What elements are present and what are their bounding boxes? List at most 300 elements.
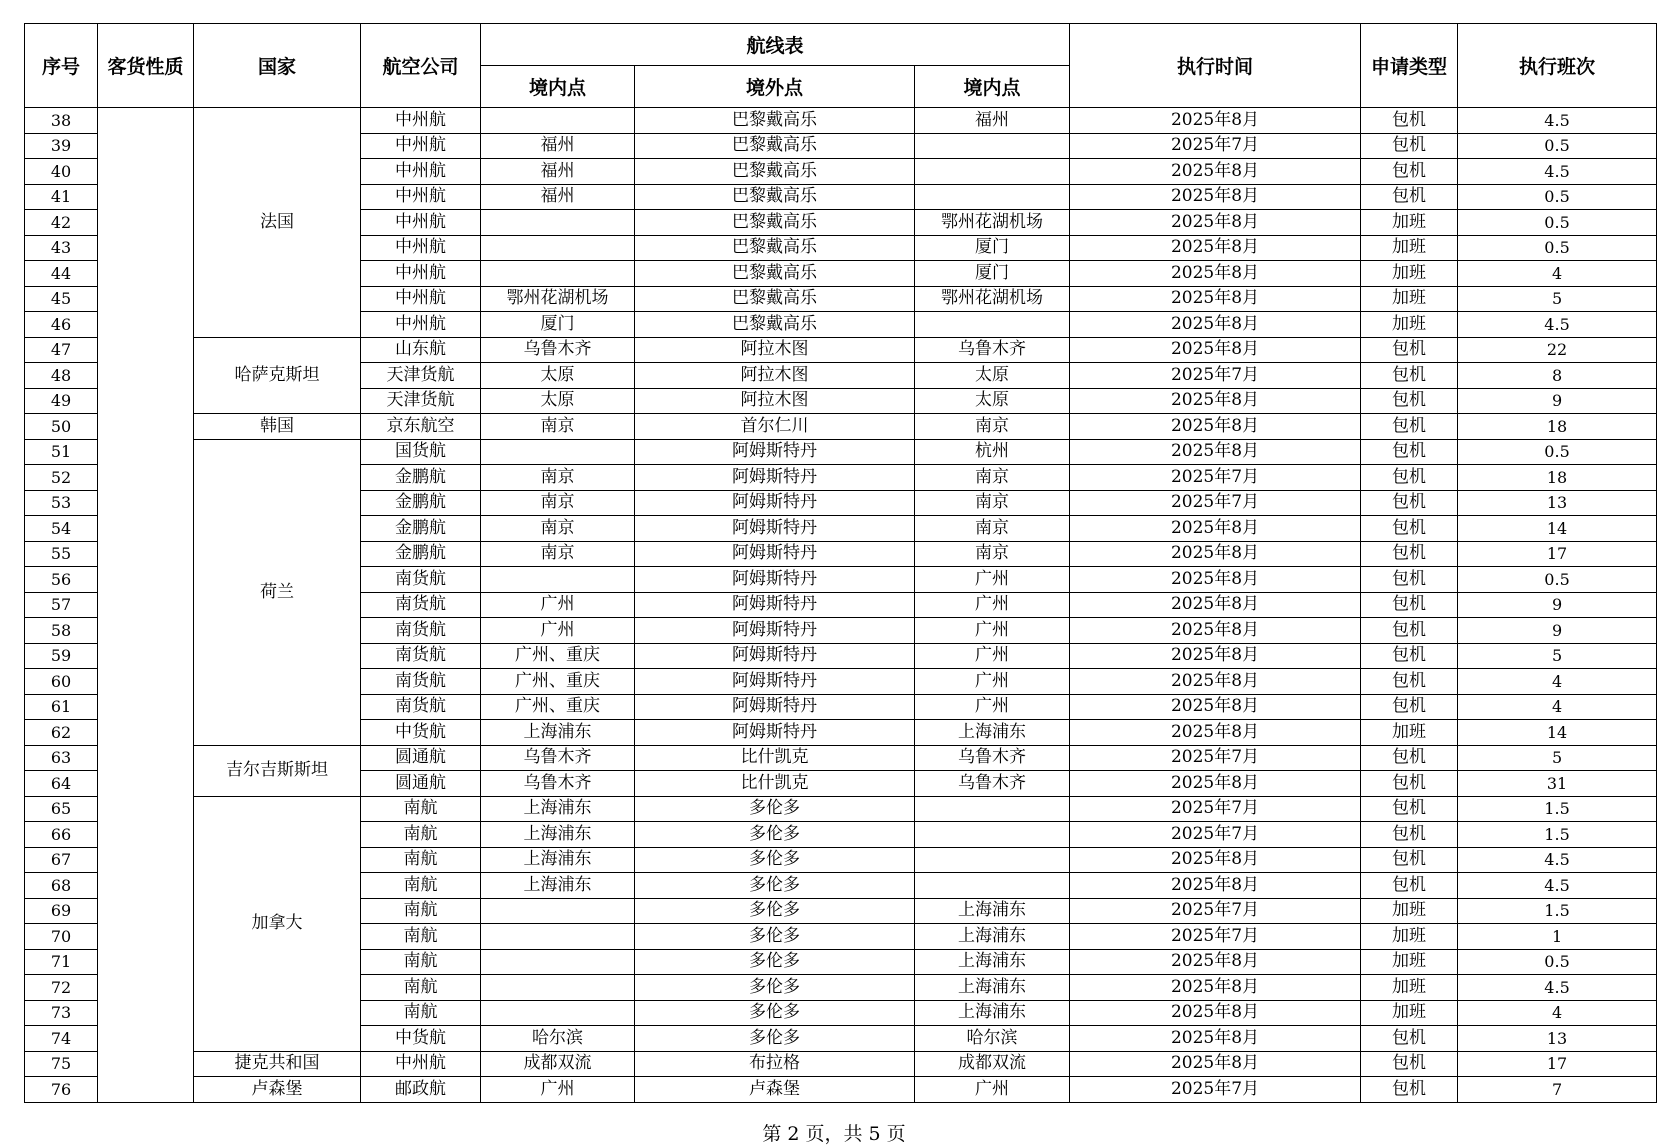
cell-domestic-dest: 南京 [915,541,1070,567]
cell-flights: 1 [1458,924,1657,950]
cell-exec-time: 2025年8月 [1070,516,1361,542]
cell-domestic-dest: 鄂州花湖机场 [915,210,1070,236]
cell-airline: 中州航 [361,1051,481,1077]
cell-flights: 4 [1458,261,1657,287]
table-row [25,439,1657,465]
cell-domestic-dest [915,796,1070,822]
cell-domestic-origin: 南京 [481,465,635,491]
cell-exec-time: 2025年8月 [1070,388,1361,414]
cell-exec-time: 2025年8月 [1070,669,1361,695]
cell-seq: 47 [25,337,98,363]
cell-seq: 44 [25,261,98,287]
cell-foreign-point: 比什凯克 [635,745,915,771]
cell-foreign-point: 巴黎戴高乐 [635,184,915,210]
cell-seq: 56 [25,567,98,593]
cell-flights: 5 [1458,286,1657,312]
cell-domestic-dest: 广州 [915,694,1070,720]
cell-seq: 41 [25,184,98,210]
cell-domestic-origin: 广州 [481,618,635,644]
cell-exec-time: 2025年8月 [1070,439,1361,465]
page-number: 第 2 页，共 5 页 [762,1123,906,1145]
cell-exec-time: 2025年8月 [1070,210,1361,236]
cell-airline: 天津货航 [361,388,481,414]
header-app-type: 申请类型 [1361,24,1458,108]
cell-seq: 75 [25,1051,98,1077]
cell-app-type: 包机 [1361,541,1458,567]
cell-foreign-point: 多伦多 [635,898,915,924]
header-route-group: 航线表 [481,24,1070,66]
cell-airline: 金鹏航 [361,465,481,491]
table-row [25,1051,1657,1077]
cell-domestic-dest: 乌鲁木齐 [915,771,1070,797]
header-airline: 航空公司 [361,24,481,108]
cell-domestic-origin: 太原 [481,363,635,389]
cell-domestic-origin: 上海浦东 [481,822,635,848]
cell-domestic-origin: 上海浦东 [481,847,635,873]
cell-airline: 中州航 [361,184,481,210]
cell-flights: 9 [1458,618,1657,644]
cell-flights: 22 [1458,337,1657,363]
cell-foreign-point: 多伦多 [635,1000,915,1026]
cell-app-type: 加班 [1361,312,1458,338]
cell-app-type: 包机 [1361,516,1458,542]
cell-flights: 0.5 [1458,184,1657,210]
cell-airline: 中州航 [361,261,481,287]
cell-airline: 国货航 [361,439,481,465]
cell-app-type: 包机 [1361,873,1458,899]
cell-seq: 38 [25,108,98,134]
cell-airline: 南航 [361,1000,481,1026]
cell-airline: 天津货航 [361,363,481,389]
cell-domestic-origin: 南京 [481,516,635,542]
cell-app-type: 包机 [1361,337,1458,363]
cell-domestic-origin: 乌鲁木齐 [481,771,635,797]
cell-seq: 62 [25,720,98,746]
cell-seq: 59 [25,643,98,669]
cell-foreign-point: 多伦多 [635,796,915,822]
cell-flights: 14 [1458,720,1657,746]
cell-foreign-point: 阿姆斯特丹 [635,592,915,618]
cell-app-type: 包机 [1361,439,1458,465]
cell-app-type: 加班 [1361,1000,1458,1026]
cell-airline: 南航 [361,796,481,822]
cell-flights: 1.5 [1458,796,1657,822]
cell-app-type: 加班 [1361,975,1458,1001]
cell-exec-time: 2025年8月 [1070,694,1361,720]
cell-domestic-dest: 广州 [915,643,1070,669]
cell-app-type: 包机 [1361,1051,1458,1077]
cell-seq: 72 [25,975,98,1001]
cell-flights: 9 [1458,388,1657,414]
cell-foreign-point: 巴黎戴高乐 [635,108,915,134]
cell-seq: 42 [25,210,98,236]
cell-foreign-point: 多伦多 [635,924,915,950]
cell-exec-time: 2025年8月 [1070,312,1361,338]
cell-flights: 13 [1458,490,1657,516]
cell-domestic-dest: 成都双流 [915,1051,1070,1077]
cell-flights: 4.5 [1458,847,1657,873]
cell-app-type: 包机 [1361,796,1458,822]
cell-flights: 1.5 [1458,822,1657,848]
cell-domestic-dest: 杭州 [915,439,1070,465]
cell-domestic-dest: 上海浦东 [915,975,1070,1001]
cell-flights: 5 [1458,643,1657,669]
cell-airline: 中货航 [361,720,481,746]
cell-flights: 0.5 [1458,235,1657,261]
cell-flights: 0.5 [1458,210,1657,236]
cell-airline: 南货航 [361,694,481,720]
cell-domestic-origin: 乌鲁木齐 [481,337,635,363]
cell-app-type: 包机 [1361,490,1458,516]
cell-flights: 17 [1458,541,1657,567]
cell-airline: 中州航 [361,159,481,185]
table-row [25,337,1657,363]
route-table [24,23,1657,1103]
cell-app-type: 加班 [1361,924,1458,950]
cell-foreign-point: 阿姆斯特丹 [635,694,915,720]
cell-seq: 74 [25,1026,98,1052]
cell-app-type: 包机 [1361,745,1458,771]
cell-seq: 60 [25,669,98,695]
cell-domestic-origin [481,1000,635,1026]
cell-app-type: 包机 [1361,771,1458,797]
cell-seq: 58 [25,618,98,644]
cell-app-type: 包机 [1361,669,1458,695]
cell-seq: 76 [25,1077,98,1103]
table-row [25,796,1657,822]
cell-exec-time: 2025年7月 [1070,898,1361,924]
cell-domestic-origin: 广州 [481,592,635,618]
cell-exec-time: 2025年8月 [1070,1051,1361,1077]
cell-domestic-dest: 上海浦东 [915,949,1070,975]
cell-foreign-point: 多伦多 [635,873,915,899]
cell-domestic-dest: 广州 [915,592,1070,618]
cell-seq: 63 [25,745,98,771]
header-seq: 序号 [25,24,98,108]
cell-airline: 中货航 [361,1026,481,1052]
cell-domestic-origin [481,235,635,261]
cell-app-type: 包机 [1361,465,1458,491]
cell-domestic-origin: 上海浦东 [481,796,635,822]
cell-domestic-dest [915,312,1070,338]
cell-domestic-origin [481,949,635,975]
cell-exec-time: 2025年8月 [1070,414,1361,440]
cell-app-type: 包机 [1361,592,1458,618]
table-row [25,414,1657,440]
cell-foreign-point: 阿姆斯特丹 [635,643,915,669]
table-row [25,745,1657,771]
cell-domestic-origin [481,898,635,924]
cell-exec-time: 2025年7月 [1070,133,1361,159]
cell-app-type: 加班 [1361,949,1458,975]
cell-foreign-point: 阿姆斯特丹 [635,669,915,695]
cell-domestic-origin [481,439,635,465]
cell-app-type: 加班 [1361,898,1458,924]
cell-domestic-origin: 成都双流 [481,1051,635,1077]
cell-domestic-dest: 乌鲁木齐 [915,337,1070,363]
cell-exec-time: 2025年8月 [1070,108,1361,134]
cell-foreign-point: 多伦多 [635,975,915,1001]
cell-flights: 4.5 [1458,975,1657,1001]
cell-foreign-point: 阿姆斯特丹 [635,618,915,644]
cell-airline: 南航 [361,949,481,975]
cell-country: 吉尔吉斯斯坦 [194,745,361,796]
cell-app-type: 包机 [1361,108,1458,134]
cell-airline: 京东航空 [361,414,481,440]
cell-airline: 南航 [361,873,481,899]
cell-seq: 45 [25,286,98,312]
cell-foreign-point: 阿姆斯特丹 [635,720,915,746]
cell-flights: 4 [1458,669,1657,695]
header-nature: 客货性质 [98,24,194,108]
cell-domestic-dest: 厦门 [915,261,1070,287]
cell-domestic-dest [915,184,1070,210]
cell-domestic-origin: 广州、重庆 [481,669,635,695]
cell-airline: 南货航 [361,618,481,644]
cell-foreign-point: 阿拉木图 [635,363,915,389]
cell-domestic-origin [481,108,635,134]
cell-app-type: 加班 [1361,720,1458,746]
cell-exec-time: 2025年7月 [1070,822,1361,848]
cell-app-type: 包机 [1361,363,1458,389]
cell-app-type: 加班 [1361,286,1458,312]
cell-domestic-origin: 广州、重庆 [481,643,635,669]
cell-seq: 39 [25,133,98,159]
cell-seq: 49 [25,388,98,414]
cell-exec-time: 2025年7月 [1070,1077,1361,1103]
cell-seq: 48 [25,363,98,389]
header-domestic-origin: 境内点 [481,66,635,108]
cell-app-type: 包机 [1361,414,1458,440]
cell-nature [98,108,194,1103]
cell-domestic-dest: 南京 [915,414,1070,440]
cell-domestic-origin: 广州、重庆 [481,694,635,720]
cell-domestic-origin: 南京 [481,541,635,567]
cell-foreign-point: 阿拉木图 [635,388,915,414]
cell-airline: 山东航 [361,337,481,363]
cell-airline: 中州航 [361,312,481,338]
cell-domestic-origin [481,210,635,236]
cell-exec-time: 2025年8月 [1070,847,1361,873]
cell-app-type: 包机 [1361,159,1458,185]
cell-flights: 4 [1458,1000,1657,1026]
cell-foreign-point: 巴黎戴高乐 [635,261,915,287]
cell-domestic-origin [481,924,635,950]
cell-domestic-origin: 南京 [481,490,635,516]
cell-app-type: 包机 [1361,1077,1458,1103]
cell-domestic-dest: 太原 [915,363,1070,389]
cell-seq: 43 [25,235,98,261]
cell-seq: 70 [25,924,98,950]
cell-airline: 中州航 [361,108,481,134]
cell-flights: 0.5 [1458,567,1657,593]
cell-foreign-point: 巴黎戴高乐 [635,133,915,159]
cell-airline: 金鹏航 [361,541,481,567]
cell-domestic-origin: 乌鲁木齐 [481,745,635,771]
cell-airline: 圆通航 [361,771,481,797]
cell-foreign-point: 首尔仁川 [635,414,915,440]
cell-country: 法国 [194,108,361,338]
cell-airline: 中州航 [361,210,481,236]
cell-foreign-point: 比什凯克 [635,771,915,797]
cell-exec-time: 2025年8月 [1070,541,1361,567]
cell-airline: 南货航 [361,567,481,593]
cell-domestic-dest: 上海浦东 [915,898,1070,924]
cell-airline: 南航 [361,924,481,950]
cell-domestic-origin: 福州 [481,184,635,210]
cell-exec-time: 2025年7月 [1070,796,1361,822]
cell-app-type: 加班 [1361,235,1458,261]
cell-flights: 4.5 [1458,159,1657,185]
cell-airline: 南航 [361,847,481,873]
cell-domestic-dest: 广州 [915,1077,1070,1103]
cell-foreign-point: 阿姆斯特丹 [635,465,915,491]
cell-flights: 0.5 [1458,439,1657,465]
cell-flights: 18 [1458,465,1657,491]
cell-airline: 金鹏航 [361,516,481,542]
cell-domestic-dest: 南京 [915,490,1070,516]
cell-domestic-origin [481,975,635,1001]
cell-app-type: 包机 [1361,618,1458,644]
cell-country: 荷兰 [194,439,361,745]
cell-airline: 南航 [361,898,481,924]
cell-domestic-dest [915,873,1070,899]
cell-foreign-point: 布拉格 [635,1051,915,1077]
cell-domestic-origin: 厦门 [481,312,635,338]
cell-exec-time: 2025年8月 [1070,235,1361,261]
cell-flights: 9 [1458,592,1657,618]
cell-foreign-point: 多伦多 [635,949,915,975]
cell-exec-time: 2025年8月 [1070,1026,1361,1052]
cell-domestic-origin [481,261,635,287]
cell-airline: 南货航 [361,592,481,618]
cell-seq: 65 [25,796,98,822]
cell-domestic-origin [481,567,635,593]
cell-exec-time: 2025年8月 [1070,949,1361,975]
cell-domestic-dest [915,133,1070,159]
cell-exec-time: 2025年8月 [1070,184,1361,210]
cell-foreign-point: 巴黎戴高乐 [635,210,915,236]
cell-flights: 0.5 [1458,949,1657,975]
cell-foreign-point: 巴黎戴高乐 [635,159,915,185]
cell-domestic-origin: 广州 [481,1077,635,1103]
cell-domestic-dest [915,159,1070,185]
cell-flights: 8 [1458,363,1657,389]
cell-domestic-dest [915,847,1070,873]
header-domestic-dest: 境内点 [915,66,1070,108]
cell-app-type: 加班 [1361,210,1458,236]
cell-domestic-origin: 哈尔滨 [481,1026,635,1052]
cell-domestic-dest [915,822,1070,848]
cell-exec-time: 2025年8月 [1070,720,1361,746]
cell-foreign-point: 阿姆斯特丹 [635,439,915,465]
cell-airline: 邮政航 [361,1077,481,1103]
cell-seq: 64 [25,771,98,797]
cell-foreign-point: 阿姆斯特丹 [635,567,915,593]
cell-domestic-dest: 南京 [915,516,1070,542]
header-foreign-point: 境外点 [635,66,915,108]
cell-domestic-dest: 广州 [915,669,1070,695]
cell-domestic-dest: 上海浦东 [915,1000,1070,1026]
cell-app-type: 包机 [1361,643,1458,669]
cell-domestic-dest: 厦门 [915,235,1070,261]
cell-exec-time: 2025年8月 [1070,873,1361,899]
cell-foreign-point: 多伦多 [635,847,915,873]
cell-seq: 40 [25,159,98,185]
cell-country: 加拿大 [194,796,361,1051]
cell-seq: 68 [25,873,98,899]
header-flights: 执行班次 [1458,24,1657,108]
cell-seq: 57 [25,592,98,618]
cell-foreign-point: 阿姆斯特丹 [635,541,915,567]
cell-airline: 中州航 [361,133,481,159]
cell-flights: 4.5 [1458,108,1657,134]
cell-seq: 73 [25,1000,98,1026]
cell-flights: 4 [1458,694,1657,720]
cell-app-type: 包机 [1361,184,1458,210]
cell-airline: 南航 [361,822,481,848]
cell-app-type: 包机 [1361,133,1458,159]
cell-seq: 46 [25,312,98,338]
cell-exec-time: 2025年8月 [1070,337,1361,363]
cell-exec-time: 2025年8月 [1070,771,1361,797]
cell-flights: 1.5 [1458,898,1657,924]
table-body [25,108,1657,1103]
cell-exec-time: 2025年7月 [1070,924,1361,950]
cell-airline: 圆通航 [361,745,481,771]
cell-seq: 53 [25,490,98,516]
cell-flights: 18 [1458,414,1657,440]
cell-exec-time: 2025年7月 [1070,745,1361,771]
cell-flights: 7 [1458,1077,1657,1103]
cell-flights: 0.5 [1458,133,1657,159]
cell-seq: 69 [25,898,98,924]
cell-app-type: 加班 [1361,261,1458,287]
cell-foreign-point: 多伦多 [635,822,915,848]
cell-app-type: 包机 [1361,567,1458,593]
cell-airline: 金鹏航 [361,490,481,516]
cell-seq: 54 [25,516,98,542]
cell-flights: 4.5 [1458,312,1657,338]
cell-country: 卢森堡 [194,1077,361,1103]
cell-exec-time: 2025年8月 [1070,567,1361,593]
cell-domestic-dest: 福州 [915,108,1070,134]
cell-foreign-point: 巴黎戴高乐 [635,286,915,312]
cell-domestic-origin: 福州 [481,159,635,185]
cell-foreign-point: 巴黎戴高乐 [635,235,915,261]
cell-domestic-origin: 太原 [481,388,635,414]
cell-country: 哈萨克斯坦 [194,337,361,414]
cell-app-type: 包机 [1361,1026,1458,1052]
header-exec-time: 执行时间 [1070,24,1361,108]
cell-app-type: 包机 [1361,388,1458,414]
cell-airline: 南航 [361,975,481,1001]
cell-domestic-dest: 广州 [915,618,1070,644]
cell-country: 捷克共和国 [194,1051,361,1077]
cell-foreign-point: 巴黎戴高乐 [635,312,915,338]
cell-domestic-origin: 南京 [481,414,635,440]
cell-flights: 13 [1458,1026,1657,1052]
cell-domestic-origin: 福州 [481,133,635,159]
cell-country: 韩国 [194,414,361,440]
cell-exec-time: 2025年7月 [1070,490,1361,516]
cell-foreign-point: 多伦多 [635,1026,915,1052]
cell-domestic-dest: 上海浦东 [915,720,1070,746]
cell-flights: 4.5 [1458,873,1657,899]
cell-airline: 中州航 [361,286,481,312]
cell-exec-time: 2025年8月 [1070,261,1361,287]
cell-app-type: 包机 [1361,694,1458,720]
